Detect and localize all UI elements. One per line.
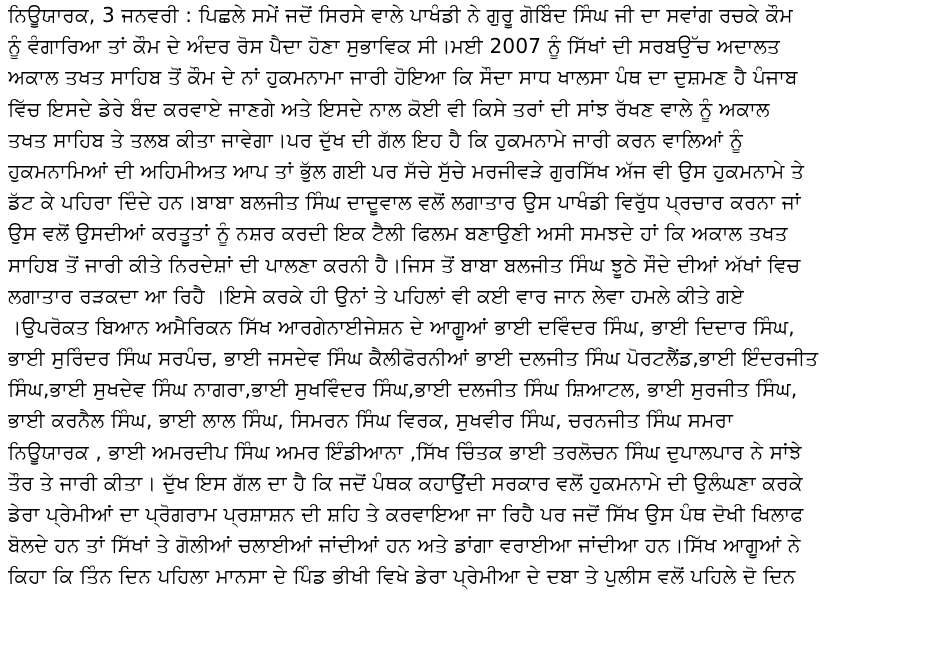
text-line: ਭਾਈ ਸੁਰਿੰਦਰ ਸਿੰਘ ਸਰਪੰਚ, ਭਾਈ ਜਸਦੇਵ ਸਿੰਘ ਕੈਲੀਫੋਰਨੀਆਂ ਭਾਈ ਦਲਜੀਤ ਸਿੰਘ ਪੋਰਟਲੈਂਡ,ਭਾਈ ਇੰਦਰਜੀਤ (8, 346, 819, 371)
text-line: ਬੋਲਦੇ ਹਨ ਤਾਂ ਸਿੱਖਾਂ ਤੇ ਗੋਲੀਆਂ ਚਲਾਈਆਂ ਜਾਂਦੀਆਂ ਹਨ ਅਤੇ ਡਾਂਗਾ ਵਰਾਈਆ ਜਾਂਦੀਆ ਹਨ।ਸਿੱਖ ਆਗੂਆਂ ਨੇ (8, 533, 801, 558)
text-line: ਕਿਹਾ ਕਿ ਤਿੰਨ ਦਿਨ ਪਹਿਲਾ ਮਾਨਸਾ ਦੇ ਪਿੰਡ ਭੀਖੀ ਵਿਖੇ ਡੇਰਾ ਪ੍ਰੇਮੀਆ ਦੇ ਦਬਾ ਤੇ ਪੁਲੀਸ ਵਲੋਂ ਪਹਿਲੇ ਦੋ ਦਿਨ (8, 564, 796, 589)
text-line: ਨੂੰ ਵੰਗਾਰਿਆ ਤਾਂ ਕੌਮ ਦੇ ਅੰਦਰ ਰੋਸ ਪੈਦਾ ਹੋਣਾ ਸੁਭਾਵਿਕ ਸੀ।ਮਈ 2007 ਨੂੰ ਸਿੱਖਾਂ ਦੀ ਸਰਬਉੱਚ ਅਦਾਲਤ (8, 34, 781, 59)
text-line: ਲਗਾਤਾਰ ਰੜਕਦਾ ਆ ਰਿਹੈ ।ਇਸੇ ਕਰਕੇ ਹੀ ਉਨਾਂ ਤੇ ਪਹਿਲਾਂ ਵੀ ਕਈ ਵਾਰ ਜਾਨ ਲੇਵਾ ਹਮਲੇ ਕੀਤੇ ਗਏ (8, 283, 744, 308)
text-line: ਤਖਤ ਸਾਹਿਬ ਤੇ ਤਲਬ ਕੀਤਾ ਜਾਵੇਗਾ।ਪਰ ਦੁੱਖ ਦੀ ਗੱਲ ਇਹ ਹੈ ਕਿ ਹੁਕਮਨਾਮੇ ਜਾਰੀ ਕਰਨ ਵਾਲਿਆਂ ਨੂੰ (8, 127, 743, 152)
text-line: ਅਕਾਲ ਤਖਤ ਸਾਹਿਬ ਤੋਂ ਕੌਮ ਦੇ ਨਾਂ ਹੁਕਮਨਾਮਾ ਜਾਰੀ ਹੋਇਆ ਕਿ ਸੌਦਾ ਸਾਧ ਖਾਲਸਾ ਪੰਥ ਦਾ ਦੁਸ਼ਮਣ ਹੈ ਪੰਜਾਬ (8, 65, 798, 90)
text-line: ।ਉਪਰੋਕਤ ਬਿਆਨ ਅਮੈਰਿਕਨ ਸਿੱਖ ਆਰਗੇਨਾਈਜੇਸ਼ਨ ਦੇ ਆਗੂਆਂ ਭਾਈ ਦਵਿੰਦਰ ਸਿੰਘ, ਭਾਈ ਦਿਦਾਰ ਸਿੰਘ, (8, 314, 795, 339)
text-line: ਨਿਊਯਾਰਕ, 3 ਜਨਵਰੀ : ਪਿਛਲੇ ਸਮੇਂ ਜਦੋਂ ਸਿਰਸੇ ਵਾਲੇ ਪਾਖੰਡੀ ਨੇ ਗੁਰੂ ਗੋਬਿੰਦ ਸਿੰਘ ਜੀ ਦਾ ਸਵਾਂਗ ਰਚਕੇ ਕੌਮ (8, 3, 793, 27)
text-line: ਸਿੰਘ,ਭਾਈ ਸੁਖਦੇਵ ਸਿੰਘ ਨਾਗਰਾ,ਭਾਈ ਸੁਖਵਿੰਦਰ ਸਿੰਘ,ਭਾਈ ਦਲਜੀਤ ਸਿੰਘ ਸ਼ਿਆਟਲ, ਭਾਈ ਸੁਰਜੀਤ ਸਿੰਘ, (8, 377, 798, 402)
text-line (8, 593, 930, 624)
text-line: ਭਾਈ ਕਰਨੈਲ ਸਿੰਘ, ਭਾਈ ਲਾਲ ਸਿੰਘ, ਸਿਮਰਨ ਸਿੰਘ ਵਿਰਕ, ਸੁਖਵੀਰ ਸਿੰਘ, ਚਰਨਜੀਤ ਸਿੰਘ ਸਮਰਾ (8, 408, 733, 433)
text-line: ਡੇਰਾ ਪ੍ਰੇਮੀਆਂ ਦਾ ਪ੍ਰੋਗਰਾਮ ਪ੍ਰਸ਼ਾਸ਼ਨ ਦੀ ਸ਼ਹਿ ਤੇ ਕਰਵਾਇਆ ਜਾ ਰਿਹੈ ਪਰ ਜਦੋਂ ਸਿੱਖ ਉਸ ਪੰਥ ਦੋਖੀ ਖਿਲਾਫ (8, 502, 804, 526)
text-line (8, 624, 930, 655)
text-line: ਸਾਹਿਬ ਤੋਂ ਜਾਰੀ ਕੀਤੇ ਨਿਰਦੇਸ਼ਾਂ ਦੀ ਪਾਲਣਾ ਕਰਨੀ ਹੈ।ਜਿਸ ਤੋਂ ਬਾਬਾ ਬਲਜੀਤ ਸਿੰਘ ਝੂਠੇ ਸੌਦੇ ਦੀਆਂ ਅੱਖਾਂ ਵਿਚ (8, 252, 801, 277)
article-body (8, 0, 930, 663)
text-line: ਨਿਊਯਾਰਕ , ਭਾਈ ਅਮਰਦੀਪ ਸਿੰਘ ਅਮਰ ਇੰਡੀਆਨਾ ,ਸਿੱਖ ਚਿੰਤਕ ਭਾਈ ਤਰਲੋਚਨ ਸਿੰਘ ਦੁਪਾਲਪਾਰ ਨੇ ਸਾਂਝੇ (8, 439, 802, 464)
text-line: ਵਿੱਚ ਇਸਦੇ ਡੇਰੇ ਬੰਦ ਕਰਵਾਏ ਜਾਣਗੇ ਅਤੇ ਇਸਦੇ ਨਾਲ ਕੋਈ ਵੀ ਕਿਸੇ ਤਰਾਂ ਦੀ ਸਾਂਝ ਰੱਖਣ ਵਾਲੇ ਨੂੰ ਅਕਾਲ (8, 96, 770, 121)
text-line: ਡੱਟ ਕੇ ਪਹਿਰਾ ਦਿੰਦੇ ਹਨ।ਬਾਬਾ ਬਲਜੀਤ ਸਿੰਘ ਦਾਦੂਵਾਲ ਵਲੋਂ ਲਗਾਤਾਰ ਉਸ ਪਾਖੰਡੀ ਵਿਰੁੱਧ ਪ੍ਰਚਾਰ ਕਰਨਾ ਜਾਂ (8, 190, 801, 215)
text-line: ਹੁਕਮਨਾਮਿਆਂ ਦੀ ਅਹਿਮੀਅਤ ਆਪ ਤਾਂ ਭੁੱਲ ਗਈ ਪਰ ਸੱਚੇ ਸੁੱਚੇ ਮਰਜੀਵੜੇ ਗੁਰਸਿੱਖ ਅੱਜ ਵੀ ਉਸ ਹੁਕਮਨਾਮੇ ਤੇ (8, 158, 805, 183)
text-line: ਉਸ ਵਲੋਂ ਉਸਦੀਆਂ ਕਰਤੂਤਾਂ ਨੂੰ ਨਸ਼ਰ ਕਰਦੀ ਇਕ ਟੈਲੀ ਫਿਲਮ ਬਣਾਉਣੀ ਅਸੀ ਸਮਝਦੇ ਹਾਂ ਕਿ ਅਕਾਲ ਤਖਤ (8, 221, 788, 246)
text-line: ਤੌਰ ਤੇ ਜਾਰੀ ਕੀਤਾ। ਦੁੱਖ ਇਸ ਗੱਲ ਦਾ ਹੈ ਕਿ ਜਦੋਂ ਪੰਥਕ ਕਹਾਉਂਦੀ ਸਰਕਾਰ ਵਲੋਂ ਹੁਕਮਨਾਮੇ ਦੀ ਉਲੰਘਣਾ ਕਰਕੇ (8, 470, 803, 495)
